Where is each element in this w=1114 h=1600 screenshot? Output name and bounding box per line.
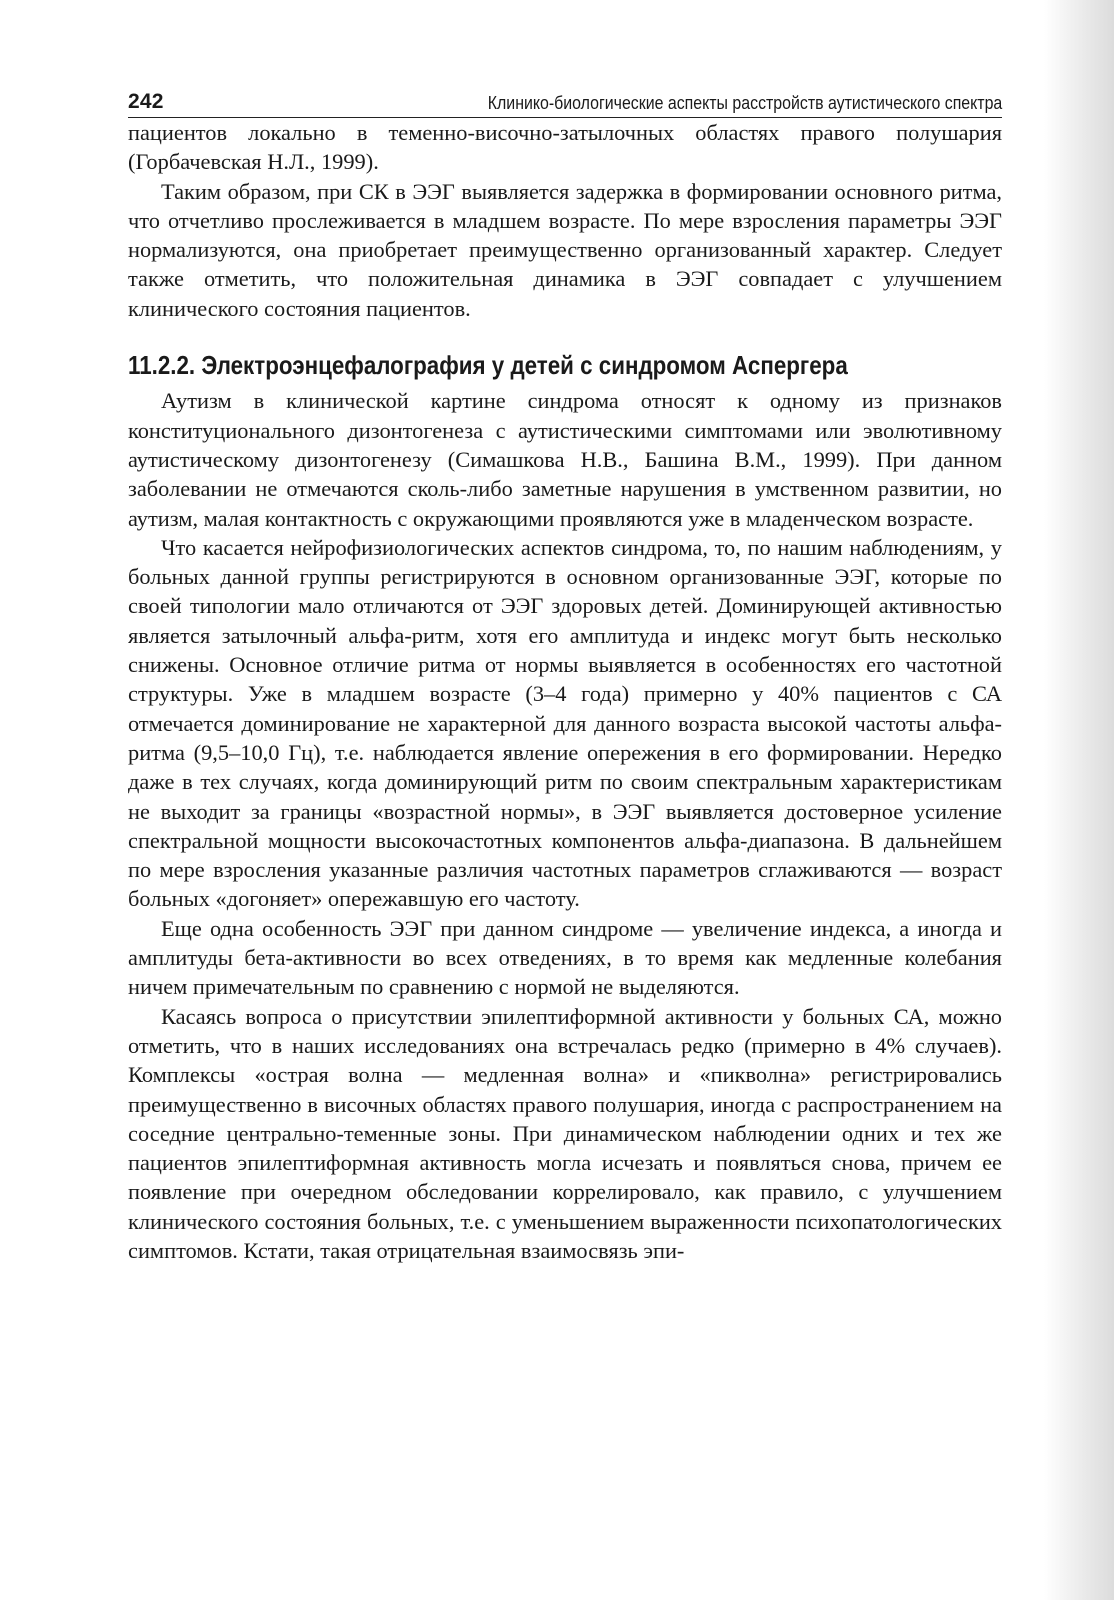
book-title: Клинико-биологические аспекты расстройств аутистического спектра xyxy=(487,92,1002,113)
section-heading: 11.2.2. Электроэнцефалография у детей с синдромом Аспергера xyxy=(128,350,848,381)
paragraph: пациентов локально в теменно-височно-затылочных областях правого полушария (Горбачевская Н.Л., 1999). xyxy=(128,120,1002,175)
book-page xyxy=(128,90,1002,1265)
page-number: 242 xyxy=(128,90,164,113)
page-edge-shadow xyxy=(1044,0,1114,1600)
paragraph: Касаясь вопроса о присутствии эпилептиформной активности у больных СА, можно отметить, что в наших исследованиях она встречалась редко (примерно в 4% случаев). Комплексы «острая волна — медленная волна» и «пикволна» регистрировались преимущественно в височных областях правого полушария, иногда с распространением на соседние центрально-теменные зоны. При динамическом наблюдении одних и тех же пациентов эпилептиформная активность могла исчезать и появляться снова, причем ее появление при очередном обследовании коррелировало, как правило, с улучшением клинического состояния больных, т.е. с уменьшением выраженности психопатологических симптомов. Кстати, такая отрицательная взаимосвязь эпи- xyxy=(128,1003,1002,1263)
body-text xyxy=(128,118,1002,1265)
paragraph: Аутизм в клинической картине синдрома относят к одному из признаков конституционального дизонтогенеза с аутистическими симптомами или эволютивному аутистическому дизонтогенезу (Симашкова Н.В., Башина В.М., 1999). При данном заболевании не отмечаются сколь-либо заметные нарушения в умственном развитии, но аутизм, малая контактность с окружающими проявляются уже в младенческом возрасте. xyxy=(128,388,1002,531)
paragraph: Что касается нейрофизиологических аспектов синдрома, то, по нашим наблюдениям, у больных данной группы регистрируются в основном организованные ЭЭГ, которые по своей типологии мало отличаются от ЭЭГ здоровых детей. Доминирующей активностью является затылочный альфа-ритм, хотя его амплитуда и индекс могут быть несколько снижены. Основное отличие ритма от нормы выявляется в особенностях его частотной структуры. Уже в младшем возрасте (3–4 года) примерно у 40% пациентов с СА отмечается доминирование не характерной для данного возраста высокой частоты альфа-ритма (9,5–10,0 Гц), т.е. наблюдается явление опережения в его формировании. Нередко даже в тех случаях, когда доминирующий ритм по своим спектральным характеристикам не выходит за границы «возрастной нормы», в ЭЭГ выявляется достоверное усиление спектральной мощности высокочастотных компонентов альфа-диапазона. В дальнейшем по мере взросления указанные различия частотных параметров сглаживаются — возраст больных «догоняет» опережавшую его частоту. xyxy=(128,534,1002,912)
paragraph: Еще одна особенность ЭЭГ при данном синдроме — увеличение индекса, а иногда и амплитуды бета-активности во всех отведениях, в то время как медленные колебания ничем примечательным по сравнению с нормой не выделяются. xyxy=(128,915,1002,1000)
paragraph: Таким образом, при СК в ЭЭГ выявляется задержка в формировании основного ритма, что отчетливо прослеживается в младшем возрасте. По мере взросления параметры ЭЭГ нормализуются, она приобретает преимущественно организованный характер. Следует также отметить, что положительная динамика в ЭЭГ совпадает с улучшением клинического состояния пациентов. xyxy=(128,178,1002,321)
running-header xyxy=(128,90,1002,118)
